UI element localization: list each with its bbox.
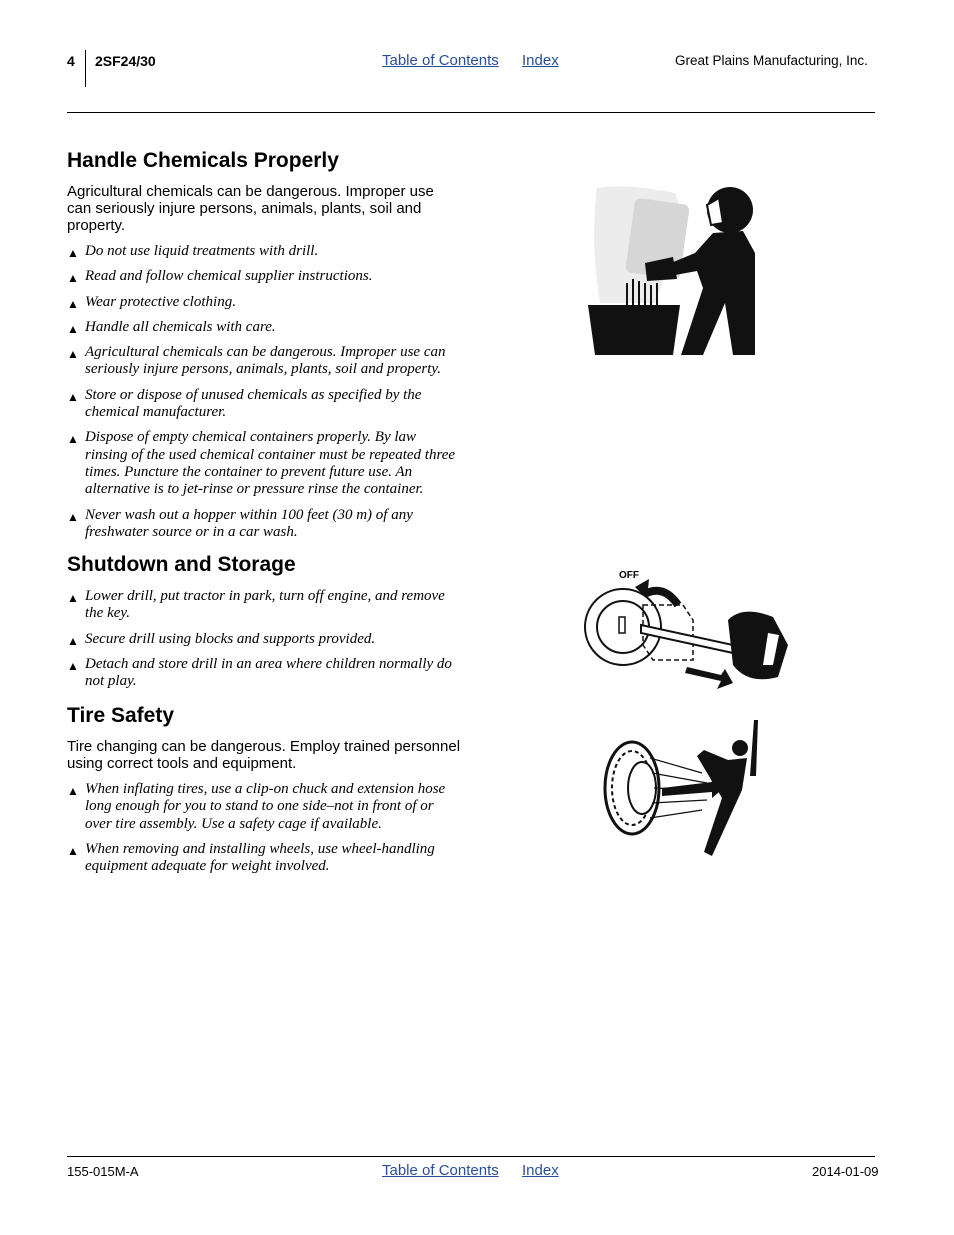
list-item: ▲ Wear protective clothing. bbox=[67, 294, 462, 311]
warning-triangle-icon: ▲ bbox=[67, 591, 79, 605]
warning-triangle-icon: ▲ bbox=[67, 389, 79, 404]
shutdown-bullet-list bbox=[67, 588, 462, 698]
list-item: ▲ Do not use liquid treatments with drill. bbox=[67, 243, 462, 260]
document-date: 2014-01-09 bbox=[812, 1164, 879, 1179]
key-off-label: OFF bbox=[619, 570, 639, 581]
warning-triangle-icon: ▲ bbox=[67, 296, 79, 311]
chemicals-bullet-list bbox=[67, 243, 462, 549]
footer-rule bbox=[67, 1156, 875, 1157]
toc-link-bottom[interactable]: Table of Contents bbox=[382, 1162, 499, 1179]
document-number: 155-015M-A bbox=[67, 1164, 139, 1179]
index-link-bottom[interactable]: Index bbox=[522, 1162, 559, 1179]
section-title-chemicals: Handle Chemicals Properly bbox=[67, 149, 339, 172]
company-name: Great Plains Manufacturing, Inc. bbox=[675, 53, 868, 68]
list-item: ▲ Handle all chemicals with care. bbox=[67, 319, 462, 336]
list-item: ▲ Store or dispose of unused chemicals as specified by the chemical manufacturer. bbox=[67, 386, 422, 421]
list-item: ▲ When removing and installing wheels, use wheel-handling equipment adequate for weight involved. bbox=[67, 840, 435, 875]
list-item: ▲ Lower drill, put tractor in park, turn off engine, and remove the key. bbox=[67, 588, 445, 622]
chemical-handling-illustration bbox=[585, 183, 760, 358]
page-number: 4 bbox=[67, 53, 75, 69]
warning-triangle-icon: ▲ bbox=[67, 633, 79, 648]
list-item: ▲ Dispose of empty chemical containers properly. By law rinsing of the used chemical container must be repeated three times. Puncture the container to prevent future use. An alternative is to jet-rinse or pressure rinse the container. bbox=[67, 429, 456, 498]
warning-triangle-icon: ▲ bbox=[67, 321, 79, 336]
warning-triangle-icon: ▲ bbox=[67, 843, 79, 858]
list-item: ▲ Never wash out a hopper within 100 feet (30 m) of any freshwater source or in a car wash. bbox=[67, 506, 413, 540]
warning-triangle-icon: ▲ bbox=[67, 271, 79, 286]
ignition-key-off-illustration bbox=[583, 565, 793, 695]
index-link-top[interactable]: Index bbox=[522, 52, 559, 69]
warning-triangle-icon: ▲ bbox=[67, 509, 79, 524]
list-item: ▲ Detach and store drill in an area where children normally do not play. bbox=[67, 655, 452, 690]
list-item: ▲ Read and follow chemical supplier instructions. bbox=[67, 268, 462, 285]
list-item: ▲ Agricultural chemicals can be dangerous. Improper use can seriously injure persons, animals, plants, soil and property. bbox=[67, 344, 446, 378]
model-number: 2SF24/30 bbox=[95, 53, 156, 69]
warning-triangle-icon: ▲ bbox=[67, 347, 79, 362]
header-divider bbox=[85, 50, 86, 87]
tire-explosion-illustration bbox=[602, 718, 762, 860]
warning-triangle-icon: ▲ bbox=[67, 432, 79, 447]
tire-intro: Tire changing can be dangerous. Employ trained personnel using correct tools and equipment. bbox=[67, 738, 461, 772]
tire-bullet-list bbox=[67, 781, 462, 883]
list-item: ▲ When inflating tires, use a clip-on chuck and extension hose long enough for you to stand to one side–not in front of or over tire assembly. Use a safety cage if available. bbox=[67, 781, 446, 832]
list-item: ▲ Secure drill using blocks and supports provided. bbox=[67, 631, 462, 648]
header-rule bbox=[67, 112, 875, 113]
warning-triangle-icon: ▲ bbox=[67, 246, 79, 260]
chemicals-intro: Agricultural chemicals can be dangerous. Improper use can seriously injure persons, animals, plants, soil and property. bbox=[67, 183, 434, 234]
section-title-tire: Tire Safety bbox=[67, 704, 174, 727]
section-title-shutdown: Shutdown and Storage bbox=[67, 553, 296, 576]
warning-triangle-icon: ▲ bbox=[67, 658, 79, 673]
warning-triangle-icon: ▲ bbox=[67, 784, 79, 798]
toc-link-top[interactable]: Table of Contents bbox=[382, 52, 499, 69]
